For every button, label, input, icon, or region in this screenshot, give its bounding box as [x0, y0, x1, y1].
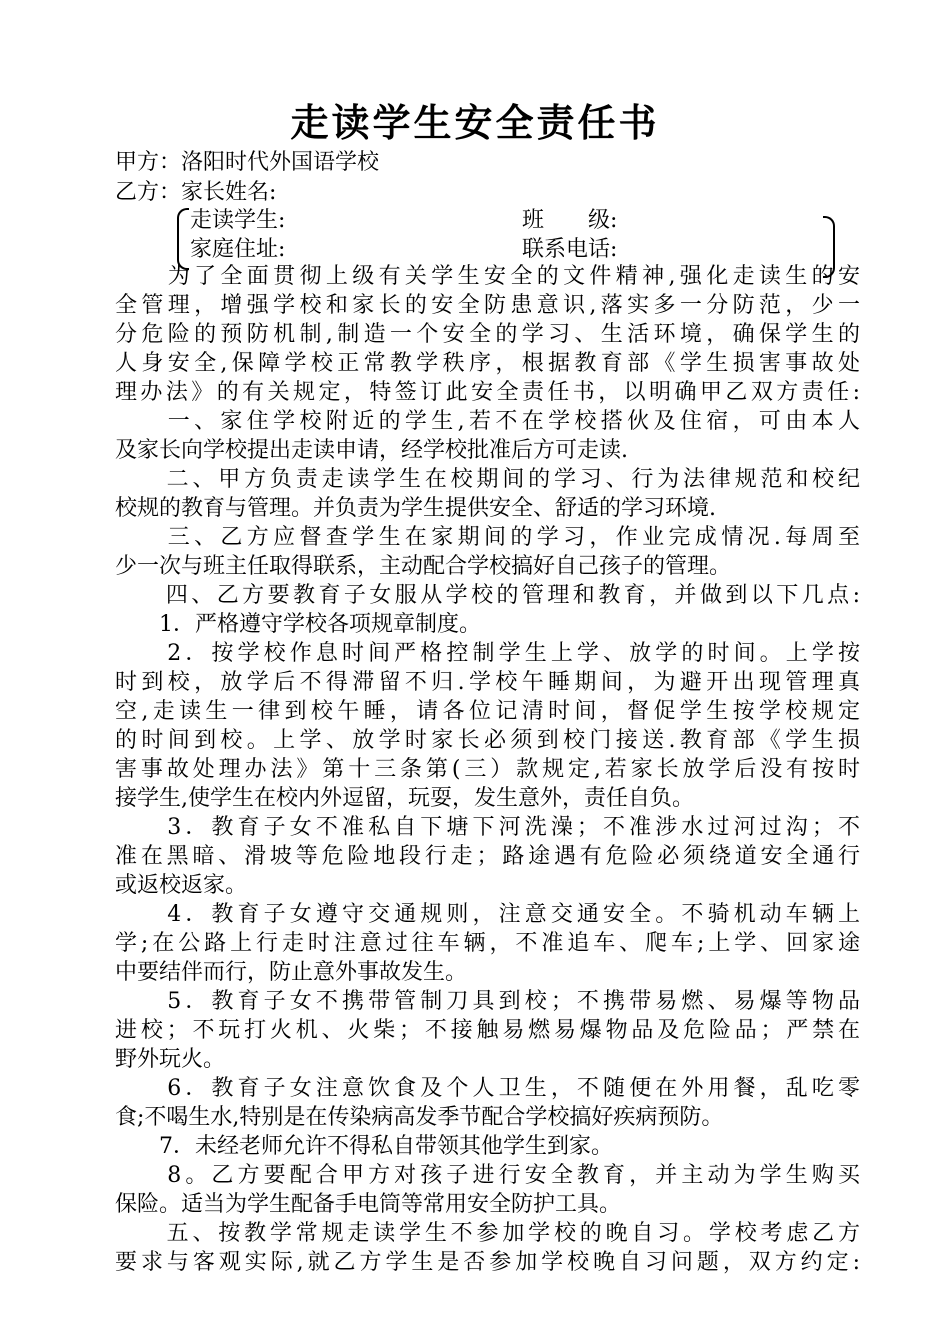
party-b-line: 乙方：家长姓名: — [115, 180, 277, 205]
body-line: 校规的教育与管理。并负责为学生提供安全、舒适的学习环境. — [115, 496, 716, 521]
body-line: 准在黑暗、滑坡等危险地段行走；路途遇有危险必须绕道安全通行 — [115, 844, 860, 869]
body-line: 野外玩火。 — [115, 1047, 226, 1072]
body-line: 少一次与班主任取得联系，主动配合学校搞好自己孩子的管理。 — [115, 554, 732, 579]
body-line: 1．严格遵守学校各项规章制度。 — [115, 612, 481, 637]
student-label: 走读学生: — [190, 208, 286, 233]
left-brace — [177, 208, 189, 270]
body-line: 一、家住学校附近的学生,若不在学校搭伙及住宿，可由本人 — [115, 409, 860, 434]
body-line: 害事故处理办法》第十三条第(三）款规定,若家长放学后没有按时 — [115, 757, 860, 782]
body-line: 全管理，增强学校和家长的安全防患意识,落实多一分防范，少一 — [115, 293, 860, 318]
body-line: 五、按教学常规走读学生不参加学校的晚自习。学校考虑乙方 — [115, 1221, 860, 1246]
body-line: 二、甲方负责走读学生在校期间的学习、行为法律规范和校纪 — [115, 467, 860, 492]
body-line: 人身安全,保障学校正常教学秩序，根据教育部《学生损害事故处 — [115, 351, 860, 376]
body-line: 及家长向学校提出走读申请，经学校批准后方可走读. — [115, 438, 628, 463]
body-line: 理办法》的有关规定，特签订此安全责任书，以明确甲乙双方责任: — [115, 380, 860, 405]
body-line: 时到校，放学后不得滞留不归.学校午睡期间，为避开出现管理真 — [115, 670, 860, 695]
body-line: 进校；不玩打火机、火柴；不接触易燃易爆物品及危险品；严禁在 — [115, 1018, 860, 1043]
body-line: 三、乙方应督查学生在家期间的学习，作业完成情况.每周至 — [115, 525, 860, 550]
body-line: 中要结伴而行，防止意外事故发生。 — [115, 960, 468, 985]
body-line: 7．未经老师允许不得私自带领其他学生到家。 — [115, 1134, 613, 1159]
body-line: 四、乙方要教育子女服从学校的管理和教育，并做到以下几点: — [115, 583, 860, 608]
body-line: 空,走读生一律到校午睡，请各位记清时间，督促学生按学校规定 — [115, 699, 860, 724]
body-line: 4．教育子女遵守交通规则，注意交通安全。不骑机动车辆上 — [115, 902, 860, 927]
body-line: 接学生,使学生在校内外逗留，玩耍，发生意外，责任自负。 — [115, 786, 694, 811]
phone-label: 联系电话: — [522, 237, 618, 262]
body-line: 8。乙方要配合甲方对孩子进行安全教育，并主动为学生购买 — [115, 1163, 860, 1188]
body-line: 2．按学校作息时间严格控制学生上学、放学的时间。上学按 — [115, 641, 860, 666]
body-line: 为了全面贯彻上级有关学生安全的文件精神,强化走读生的安 — [115, 264, 860, 289]
party-a-line: 甲方：洛阳时代外国语学校 — [115, 150, 380, 175]
body-line: 6．教育子女注意饮食及个人卫生，不随便在外用餐，乱吃零 — [115, 1076, 860, 1101]
body-line: 学;在公路上行走时注意过往车辆，不准追车、爬车;上学、回家途 — [115, 931, 860, 956]
body-line: 5．教育子女不携带管制刀具到校；不携带易燃、易爆等物品 — [115, 989, 860, 1014]
body-line: 或返校返家。 — [115, 873, 248, 898]
body-line: 3．教育子女不准私自下塘下河洗澡；不准涉水过河过沟；不 — [115, 815, 860, 840]
address-label: 家庭住址: — [190, 237, 286, 262]
body-line: 保险。适当为学生配备手电筒等常用安全防护工具。 — [115, 1192, 622, 1217]
body-line: 分危险的预防机制,制造一个安全的学习、生活环境，确保学生的 — [115, 322, 860, 347]
body-line: 食;不喝生水,特别是在传染病高发季节配合学校搞好疾病预防。 — [115, 1105, 724, 1130]
body-line: 要求与客观实际,就乙方学生是否参加学校晚自习问题，双方约定: — [115, 1250, 860, 1275]
document-title: 走读学生安全责任书 — [290, 101, 660, 145]
class-label: 班 级: — [522, 208, 618, 233]
body-line: 的时间到校。上学、放学时家长必须到校门接送.教育部《学生损 — [115, 728, 860, 753]
